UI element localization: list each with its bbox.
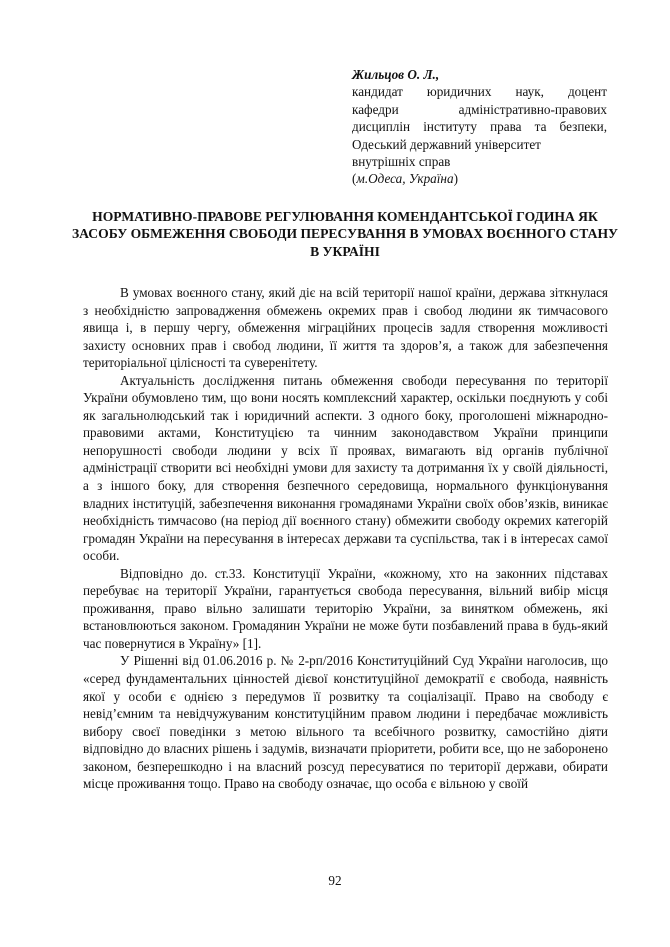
author-name: Жильцов О. Л., (352, 67, 440, 82)
location-open-paren: ( (352, 171, 357, 187)
location-text: м.Одеса, Україна (356, 171, 454, 187)
body-paragraph: У Рішенні від 01.06.2016 р. № 2-рп/2016 Конституційний Суд України наголосив, що «серед фундаментальних цінностей дієвої конституційної демократії є свобода, наявність якої у особи є однією з передумов її розвитку та соціалізації. Право на свободу є невід’ємним та невідчужуваним конституційним правом людини і передбачає можливість вибору своєї поведінки з метою вільного та всебічного розвитку, самостійно діяти відповідно до власних рішень і задумів, визначати пріоритети, робити все, що не заборонено законом, безперешкодно і на власний розсуд пересуватися по території держави, обирати місце проживання тощо. Право на свободу означає, що особа є вільною у своїй (83, 653, 608, 792)
author-location (352, 170, 607, 187)
location-close-paren: ) (453, 171, 458, 187)
body-paragraph: Актуальність дослідження питань обмеження свободи пересування по території України обумовлено тим, що вони носять комплексний характер, оскільки поєднують у собі як загальнолюдський так і юридичний аспекти. З одного боку, проголошені міжнародно-правовими актами, Конституцією та чинним законодавством України принципи непорушності свободи людини у всіх її проявах, вимагають від органів публічної адміністрації створити всі необхідні умови для захисту та дотримання їх у своїй діяльності, а з іншого боку, для створення безпечного середовища, нормального функціонування владних інституцій, забезпечення виконання громадянами України своїх обов’язків, виникає необхідність тимчасово (на період дії воєнного стану) обмежити свободу окремих категорій громадян України на пересування в інтересах держави та суспільства, так і в інтересах самої особи. (83, 372, 608, 564)
page-number: 92 (328, 873, 342, 888)
article-title: НОРМАТИВНО-ПРАВОВЕ РЕГУЛЮВАННЯ КОМЕНДАНТСЬКОЇ ГОДИНА ЯК ЗАСОБУ ОБМЕЖЕННЯ СВОБОДИ ПЕРЕСУВАННЯ В УМОВАХ ВОЄННОГО СТАНУ В УКРАЇНІ (71, 209, 619, 259)
author-block (352, 66, 607, 188)
article-body (83, 284, 608, 793)
author-affiliation-line: дисциплін інституту права та безпеки, (352, 119, 607, 135)
body-paragraph: Відповідно до. ст.33. Конституції України, «кожному, хто на законних підставах перебуває на території України, гарантується свобода пересування, вільний вибір місця проживання, право вільно залишати територію України, за винятком обмежень, які встановлюються законом. Громадянин України не може бути позбавлений права в будь-який час повернутися в Україну» [1]. (83, 565, 608, 651)
author-affiliation-line: кафедри адміністративно-правових (352, 101, 607, 117)
author-affiliation-line: Одеський державний університет (352, 136, 541, 152)
author-affiliation-line: внутрішніх справ (352, 154, 451, 170)
author-affiliation-line: кандидат юридичних наук, доцент (352, 84, 607, 100)
body-paragraph: В умовах воєнного стану, який діє на всій території нашої країни, держава зіткнулася з необхідністю запровадження обмежень окремих прав і свобод людини як тимчасового явища і, в першу чергу, обмеження міграційних процесів задля створення можливості захисту основних прав і свобод людини, її життя та здоров’я, а також для забезпечення територіальної цілісності та суверенітету. (83, 285, 608, 371)
